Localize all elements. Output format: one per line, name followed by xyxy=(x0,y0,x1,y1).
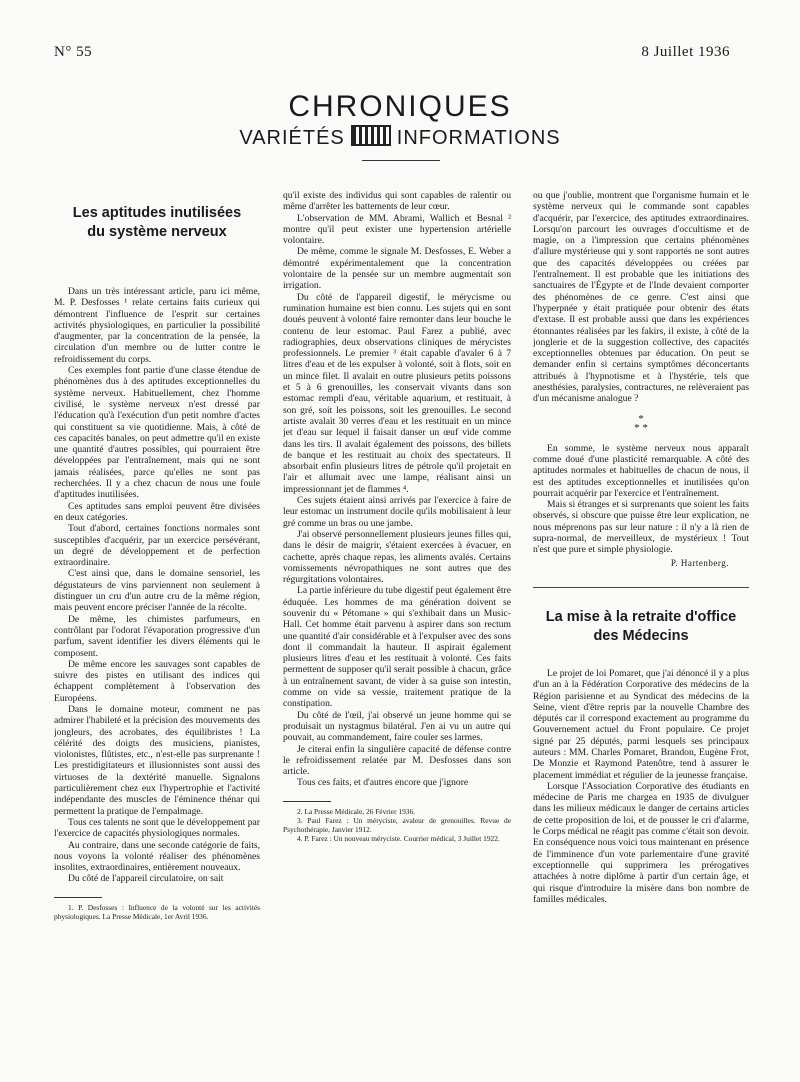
paragraph: Du côté de l'appareil digestif, le mérycisme ou rumination humaine est bien connu. Les sujets qui en sont doués peuvent à volonté faire remonter dans leur bouche le contenu de leur estomac. Paul Farez a publié, avec radiographies, deux observations cliniques de mérycistes professionnels. Le premier ³ était capable d'avaler 6 à 7 litres d'eau et de les expulser à volonté, soit à flots, soit en un mince filet. Il avalait en outre plusieurs petits poissons et 5 à 6 grenouilles, les conservait vivants dans son estomac rempli d'eau, véritable aquarium, et restituait, à son gré, soit les poissons, soit les grenouilles. Le second artiste avalait 30 verres d'eau et les restituait en un mince jet d'eau sur lequel il faisait danser un œuf vide comme dans les tirs. Il avalait également des poissons, des billets de banque et les restituait au choix des spectateurs. Il absorbait enfin plusieurs litres de pétrole qu'il projetait en l'air et allumait avec une lampe, réalisant ainsi un impressionnant jet de flammes ⁴. xyxy=(283,291,511,495)
article-title xyxy=(54,204,260,242)
author-signature: P. Hartenberg. xyxy=(670,557,729,568)
footnote: 2. La Presse Médicale, 26 Février 1936. xyxy=(297,806,416,816)
paragraph: De même encore les sauvages sont capables de suivre des pistes en utilisant des indices qui échappent complètement à l'observation des Européens. xyxy=(54,658,260,704)
masthead-left: VARIÉTÉS xyxy=(239,127,345,149)
masthead-right: INFORMATIONS xyxy=(396,127,561,149)
paragraph: En somme, le système nerveux nous apparaît comme doué d'une plasticité remarquable. A côté des aptitudes normales et habituelles de chacun de nous, il est des aptitudes exceptionnelles et inutilisées qu'on pourrait acquérir par l'exercice et l'entraînement. xyxy=(533,442,749,499)
paragraph: Tout d'abord, certaines fonctions normales sont susceptibles d'acquérir, par un exercice persévérant, un degré de développement et de perfection extraordinaire. xyxy=(54,523,260,569)
column-3 xyxy=(533,190,749,1082)
paragraph: Tous ces faits, et d'autres encore que j'ignore xyxy=(297,777,469,789)
footnote-rule xyxy=(283,801,331,802)
article-title-line-2: du système nerveux xyxy=(87,224,227,240)
masthead-rule xyxy=(362,160,440,161)
asterism-icon: * * * xyxy=(634,412,648,434)
paragraph: La partie inférieure du tube digestif peut également être éduquée. Les hommes de ma génération doivent se souvenir du « Pétomane » qui s'exhibait dans un Music-Hall. Cet homme était parvenu à aspirer dans son rectum une quantité d'air considérable et à l'expulser avec des sons dont il commandait la hauteur. Il aspirait également plusieurs litres d'eau et les restituait à volonté. Ces faits permettent de supposer qu'il serait possible à chacun, grâce à un entraînement savant, de vider à sa guise son intestin, comme on vide sa vessie, traitement pratique de la constipation. xyxy=(283,585,511,710)
article-title-2 xyxy=(533,608,749,646)
article-title-line-1: Les aptitudes inutilisées xyxy=(72,205,242,221)
column-2 xyxy=(283,190,511,1082)
article-title-2-line-1: La mise à la retraite d'office xyxy=(545,608,737,625)
paragraph: Lorsque l'Association Corporative des étudiants en médecine de Paris me chargea en 1935 de divulguer dans les milieux médicaux le danger de certains articles de cette proposition de loi, et de pousser le cri d'alarme, le Corps médical ne réagit pas comme c'était son devoir. En conséquence nous voici tous maintenant en présence de l'imminence d'un vote parlementaire d'une gravité exceptionnelle qui supprimera les prérogatives attachées à notre diplôme à partir d'un certain âge, et qui risque d'introduire la misère dans bon nombre de familles médicales. xyxy=(533,780,749,905)
paragraph: Ces sujets étaient ainsi arrivés par l'exercice à faire de leur estomac un instrument docile qu'ils mobilisaient à leur gré comme un bras ou une jambe. xyxy=(283,495,511,529)
issue-date: 8 Juillet 1936 xyxy=(641,44,730,60)
footnote-rule xyxy=(54,897,102,898)
paragraph: C'est ainsi que, dans le domaine sensoriel, les dégustateurs de vins parviennent non seulement à distinguer un cru d'un autre cru de la même région, mais peuvent encore préciser l'année de la récolte. xyxy=(54,568,260,614)
ornament-icon xyxy=(351,125,391,146)
section-divider xyxy=(533,587,749,588)
paragraph: Du côté de l'œil, j'ai observé un jeune homme qui se produisait un nystagmus bilatéral. J'en ai vu un autre qui pouvait, au commandement, faire couler ses larmes. xyxy=(283,709,511,744)
paragraph: qu'il existe des individus qui sont capables de ralentir ou même d'arrêter les battements de leur cœur. xyxy=(283,190,511,213)
paragraph: Tous ces talents ne sont que le développement par l'exercice de capacités physiologiques normales. xyxy=(54,816,260,840)
paragraph: ou que j'oublie, montrent que l'organisme humain et le système nerveux qui le commande sont capables d'acquérir, par l'exercice, des aptitudes extraordinaires. Lorsqu'on parcourt les ouvrages d'occultisme et de magie, on a l'impression que certains phénomènes d'allure mystérieuse qui y sont rapportés ne sont autres que des capacités développées ou créées par l'entraînement. Il est probable que les initiations des sanctuaires de l'Égypte et de l'Inde devaient comporter des phénomènes de ce genre. C'est ainsi que l'hyperpnée y était pratiquée pour obtenir des états d'extase. Il est probable aussi que dans les expériences étonnantes réalisées par les fakirs, il existe, à côté de la jonglerie et de la suggestion collective, des capacités exceptionnelles obtenues par éducation. On peut se demander enfin si certains symptômes déconcertants attribués à l'hypnotisme et à l'hystérie, tels que anesthésies, paralysies, contractures, ne relèveraient pas d'un mécanisme analogue ? xyxy=(533,190,749,405)
paragraph: De même, les chimistes parfumeurs, en contrôlant par l'odorat l'évaporation progressive d'un parfum, savent identifier les divers éléments qui le composent. xyxy=(54,613,260,659)
paragraph: Au contraire, dans une seconde catégorie de faits, nous voyons la volonté réaliser des phénomènes insolites, extraordinaires, entièrement nouveaux. xyxy=(54,839,260,874)
paragraph: Le projet de loi Pomaret, que j'ai dénoncé il y a plus d'un an à la Fédération Corporative des médecins de la Région parisienne et au Syndicat des médecins de la Seine, vient d'être repris par la nouvelle Chambre des députés car il correspond exactement au programme du Gouvernement actuel du Front populaire. Ce projet signé par 25 députés, parmi lesquels ses principaux auteurs : MM. Charles Pomaret, Brandon, Eugène Frot, De Monzie et Raymond Patenôtre, tend à assurer le placement immédiat et régulier de la jeunesse française. xyxy=(533,667,749,781)
footnote: 4. P. Farez : Un nouveau méryciste. Courrier médical, 3 Juillet 1922. xyxy=(297,833,500,843)
paragraph: Ces exemples font partie d'une classe étendue de phénomènes dus à des aptitudes exceptionnelles du système nerveux. Habituellement, chez l'homme civilisé, le système nerveux n'est dressé par l'éducation qu'à l'exécution d'un petit nombre d'actes qui constituent sa vie quotidienne. Mais, à côté de ces capacités banales, on peut admettre qu'il en existe une quantité d'autres possibles, qui pourraient être développées par l'entraînement, mais qui ne sont jamais réalisées, parce qu'elles ne sont pas recherchées. Il y a chez chacun de nous une foule d'aptitudes inutilisées. xyxy=(54,365,260,501)
article-title-2-line-2: des Médecins xyxy=(593,627,689,644)
footnote: 1. P. Desfosses : Influence de la volonté sur les activités physiologiques. La Presse Médicale, 1er Avril 1936. xyxy=(54,902,260,921)
column-1 xyxy=(54,196,260,1080)
paragraph: Mais si étranges et si surprenants que soient les faits observés, si obscure que puisse être leur explication, ne nous méprenons pas sur leur nature : il n'y a là rien de supra-normal, de merveilleux, de mystérieux ! Tout n'est que pure et simple physiologie. xyxy=(533,499,749,556)
masthead-subtitle xyxy=(0,125,800,150)
paragraph: Ces aptitudes sans emploi peuvent être divisées en deux catégories. xyxy=(54,500,260,523)
paragraph: L'observation de MM. Abrami, Wallich et Besnal ² montre qu'il peut exister une hypertension artérielle volontaire. xyxy=(283,212,511,247)
footnote: 3. Paul Farez : Un méryciste, avaleur de grenouilles. Revue de Psychothérapie, Janvier 1912. xyxy=(283,815,511,834)
paragraph: Dans le domaine moteur, comment ne pas admirer l'habileté et la précision des mouvements des jongleurs, des acrobates, des équilibristes ! La célérité des doigts des musiciens, pianistes, violonistes, flûtistes, etc., n'est-elle pas surprenante ! Les prestidigitateurs et illusionnistes sont aussi des virtuoses de la dextérité manuelle. Signalons particulièrement chez eux l'hypertrophie et l'activité indépendante des muscles de l'éminence thénar qui permettent la pratique de l'empalmage. xyxy=(54,703,260,817)
paragraph: De même, comme le signale M. Desfosses, E. Weber a démontré expérimentalement que la concentration volontaire de la pensée sur un membre augmentait son irrigation. xyxy=(283,246,511,292)
paragraph: J'ai observé personnellement plusieurs jeunes filles qui, dans le désir de maigrir, s'étaient exercées à évacuer, en cachette, après chaque repas, les aliments avalés. Certains vomissements névropathiques ne sont autres que des régurgitations volontaires. xyxy=(283,528,511,586)
paragraph: Dans un très intéressant article, paru ici même, M. P. Desfosses ¹ relate certains faits curieux qui démontrent l'influence de l'esprit sur certaines activités physiologiques, en particulier la possibilité d'augmenter, par la concentration de la pensée, la circulation d'un membre ou de lutter contre le refroidissement du corps. xyxy=(54,286,260,365)
masthead-title: CHRONIQUES xyxy=(288,90,512,123)
page-number: N° 55 xyxy=(54,44,93,60)
paragraph: Je citerai enfin la singulière capacité de défense contre le refroidissement relatée par M. Desfosses dans son article. xyxy=(283,743,511,778)
paragraph: Du côté de l'appareil circulatoire, on sait xyxy=(68,873,224,885)
